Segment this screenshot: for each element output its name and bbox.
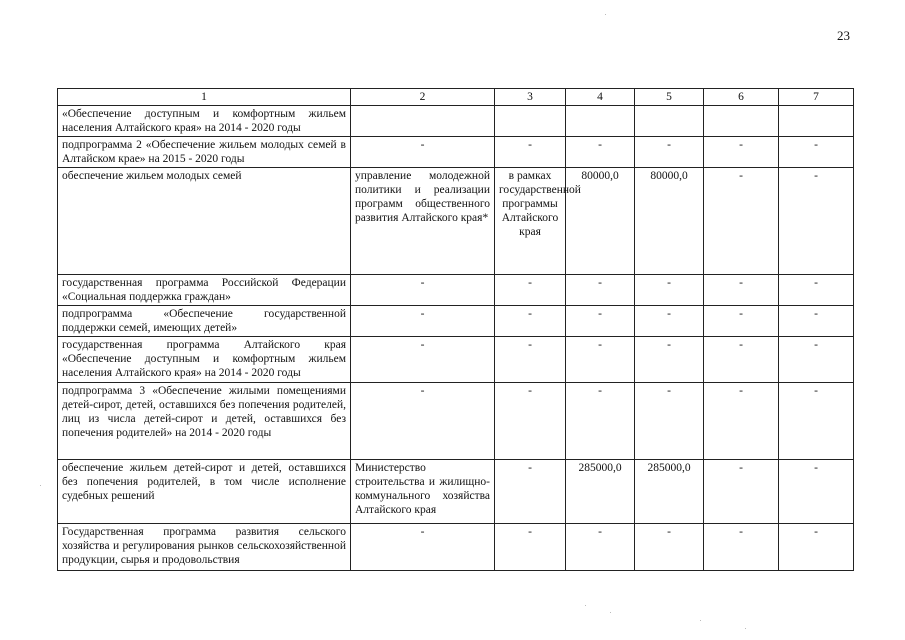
table-cell-c4: 285000,0 [566,460,635,524]
table-cell-c6: - [704,524,779,571]
table-cell-c6: - [704,137,779,168]
table-cell-c4: 80000,0 [566,168,635,275]
column-header: 5 [635,89,704,106]
table-cell-c6: - [704,460,779,524]
table-cell-c1: Государственная программа развития сельского хозяйства и регулирования рынков сельскохозяйственной продукции, сырья и продовольствия [58,524,351,571]
table-row [58,524,854,571]
table-row [58,275,854,306]
table-cell-c4: - [566,306,635,337]
budget-table [57,88,854,571]
table-cell-c6: - [704,383,779,460]
table-cell-c2: управление молодежной политики и реализации программ общественного развития Алтайского края* [351,168,495,275]
table-cell-c3: - [495,460,566,524]
table-cell-c3: - [495,275,566,306]
table-cell-c3 [495,106,566,137]
table-cell-c7: - [779,275,854,306]
table-row [58,383,854,460]
scan-speck [40,485,41,486]
table-cell-c2: - [351,337,495,383]
scan-speck [605,14,606,15]
table-cell-c6: - [704,168,779,275]
table-cell-c5: - [635,337,704,383]
table-cell-c7: - [779,306,854,337]
scan-speck [745,628,746,629]
table-cell-c7: - [779,460,854,524]
table-cell-c6: - [704,306,779,337]
table-cell-c2: - [351,275,495,306]
table-cell-c1: обеспечение жильем детей-сирот и детей, оставшихся без попечения родителей, в том числе исполнение судебных решений [58,460,351,524]
table-cell-c1: обеспечение жильем молодых семей [58,168,351,275]
table-cell-c7: - [779,337,854,383]
table-cell-c1: подпрограмма 2 «Обеспечение жильем молодых семей в Алтайском крае» на 2015 - 2020 годы [58,137,351,168]
table-header-row [58,89,854,106]
table-cell-c4 [566,106,635,137]
table-cell-c5: - [635,137,704,168]
table-cell-c4: - [566,337,635,383]
table-cell-c1: «Обеспечение доступным и комфортным жильем населения Алтайского края» на 2014 - 2020 годы [58,106,351,137]
table-cell-c3: - [495,306,566,337]
column-header: 2 [351,89,495,106]
table-cell-c1: государственная программа Алтайского края «Обеспечение доступным и комфортным жильем населения Алтайского края» на 2014 - 2020 годы [58,337,351,383]
table-row [58,460,854,524]
scan-speck [610,612,611,613]
table-cell-c5: 80000,0 [635,168,704,275]
column-header: 1 [58,89,351,106]
table-cell-c2: - [351,306,495,337]
table-cell-c6: - [704,337,779,383]
column-header: 4 [566,89,635,106]
table-cell-c5: - [635,275,704,306]
column-header: 7 [779,89,854,106]
table-cell-c7: - [779,383,854,460]
table-cell-c6: - [704,275,779,306]
table-cell-c5: - [635,306,704,337]
table-cell-c2: - [351,524,495,571]
table-cell-c5 [635,106,704,137]
table-cell-c5: 285000,0 [635,460,704,524]
page-number: 23 [837,28,850,43]
table-row [58,137,854,168]
table-cell-c2: - [351,383,495,460]
table-cell-c3: - [495,524,566,571]
table-cell-c4: - [566,275,635,306]
table-cell-c7 [779,106,854,137]
table-cell-c7: - [779,168,854,275]
table-cell-c3: - [495,337,566,383]
table-cell-c3: - [495,383,566,460]
table-cell-c2: - [351,137,495,168]
scan-speck [585,605,586,606]
table-cell-c2: Министерство строительства и жилищно-коммунального хозяйства Алтайского края [351,460,495,524]
table-cell-c3: - [495,137,566,168]
table-cell-c7: - [779,137,854,168]
table-cell-c4: - [566,383,635,460]
table-row [58,306,854,337]
column-header: 6 [704,89,779,106]
table-cell-c3: в рамках государственной программы Алтайского края [495,168,566,275]
table-cell-c2 [351,106,495,137]
scan-speck [700,620,701,621]
table-cell-c5: - [635,524,704,571]
table-cell-c1: подпрограмма 3 «Обеспечение жилыми помещениями детей-сирот, детей, оставшихся без попечения родителей, лиц из числа детей-сирот и детей, оставшихся без попечения родителей» на 2014 - 2020 годы [58,383,351,460]
table-cell-c1: подпрограмма «Обеспечение государственной поддержки семей, имеющих детей» [58,306,351,337]
table-cell-c7: - [779,524,854,571]
table-row [58,168,854,275]
table-cell-c1: государственная программа Российской Федерации «Социальная поддержка граждан» [58,275,351,306]
column-header: 3 [495,89,566,106]
table-cell-c5: - [635,383,704,460]
table-row [58,337,854,383]
table-cell-c4: - [566,137,635,168]
table-cell-c6 [704,106,779,137]
table-cell-c4: - [566,524,635,571]
table-row [58,106,854,137]
